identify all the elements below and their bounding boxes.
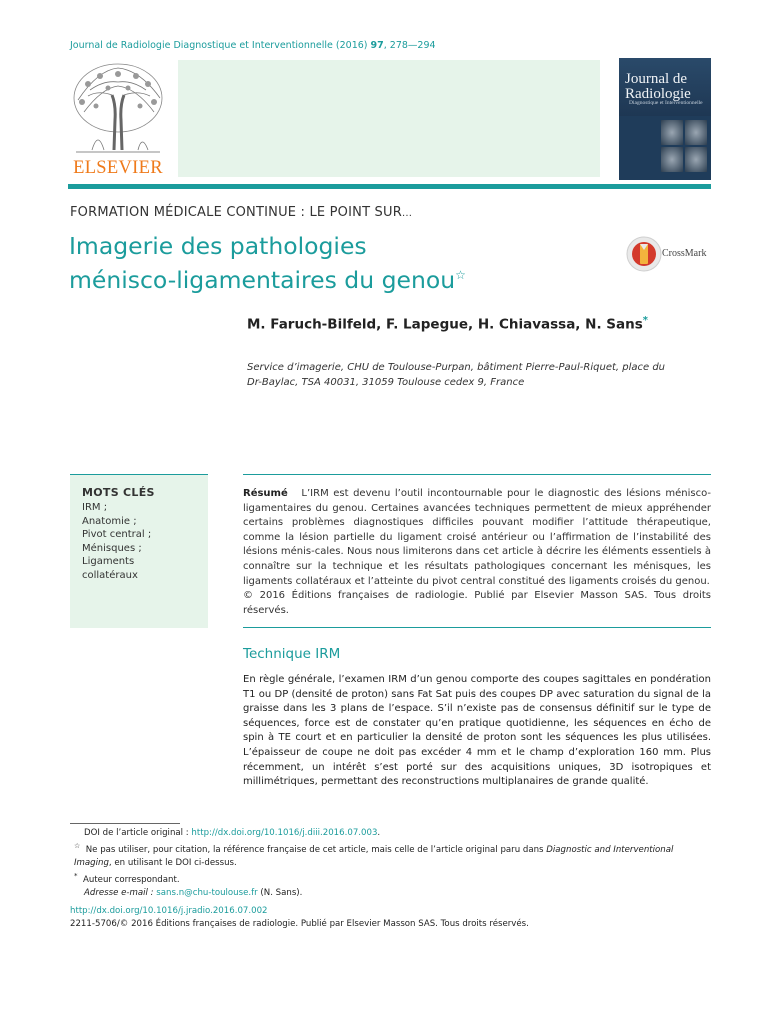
section-label: FORMATION MÉDICALE CONTINUE : LE POINT SUR... — [70, 205, 413, 220]
footnotes — [70, 827, 712, 900]
crossmark-button[interactable] — [626, 236, 716, 272]
journal-pages: , 278—294 — [383, 40, 436, 51]
journal-cover — [619, 58, 711, 180]
author-list: M. Faruch-Bilfeld, F. Lapegue, H. Chiavassa, N. Sans* — [247, 315, 648, 333]
issn-copyright: 2211-5706/© 2016 Éditions françaises de radiologie. Publié par Elsevier Masson SAS. Tous droits réservés. — [70, 919, 529, 929]
author-email-link[interactable]: sans.n@chu-toulouse.fr — [156, 887, 258, 898]
keyword-item: collatéraux — [82, 569, 138, 581]
technique-paragraph: En règle générale, l’examen IRM d’un genou comporte des coupes sagittales en pondération T1 ou DP (densité de proton) sans Fat Sat puis des coupes DP avec saturation du signal de la graisse dans les 3 plans de l’espace. S’il n’existe pas de consensus définitif sur le type de séquences, force est de constater qu’en pratique quotidienne, les séquences en écho de spin à TE court et en particulier la densité de proton sont les séquences les plus utilisées. L’épaisseur de coupe ne doit pas excéder 4 mm et le champ d’exploration 160 mm. Plus récemment, un intérêt s’est porté sur des acquisitions uniques, 3D isotropiques et millimétriques, permettant des reconstructions multiplanaires de grande qualité. — [243, 674, 711, 788]
keyword-item: IRM ; — [82, 502, 108, 513]
section-heading-technique: Technique IRM — [243, 646, 341, 662]
abstract-text: L’IRM est devenu l’outil incontournable pour le diagnostic des lésions ménisco-ligamentaires du genou. Certaines avancées techniques permettent de mieux appréhender certains problèmes diagnostiques difficiles pouvant modifier l’attitude thérapeutique, comme la lésion partielle du ligament croisé antérieur ou l’affirmation de l’instabilité des lésions ménis-cales. Nous nous limiterons dans cet article à décrire les éléments essentiels à connaître sur la technique et les résultats pathologiques concernant les ménisques, les ligaments collatéraux et l’atteinte du pivot central constitué des ligaments croisés du genou. — [243, 488, 711, 587]
elsevier-wordmark: ELSEVIER — [73, 158, 163, 178]
original-doi-link[interactable]: http://dx.doi.org/10.1016/j.diii.2016.07.003 — [191, 828, 378, 838]
abstract-rule-top — [243, 474, 711, 475]
cover-images — [661, 120, 707, 172]
header-banner — [178, 60, 600, 177]
keyword-item: Anatomie ; — [82, 515, 137, 527]
footnote-star-note: ☆ Ne pas utiliser, pour citation, la référence française de cet article, mais celle de l’article original paru dans Diagnostic and Interventional Imaging, en utilisant le DOI ci-dessus. — [74, 842, 674, 868]
footnote-rule — [70, 823, 180, 824]
elsevier-tree-icon — [68, 60, 168, 156]
keywords-box — [70, 475, 208, 628]
footnote-email: Adresse e-mail : sans.n@chu-toulouse.fr (N. Sans). — [84, 887, 303, 898]
title-footnote-star[interactable]: ☆ — [455, 268, 466, 282]
keywords-list — [82, 501, 202, 582]
abstract — [243, 487, 711, 618]
journal-name: Journal de Radiologie Diagnostique et Interventionnelle (2016) — [70, 40, 371, 51]
elsevier-logo — [68, 60, 168, 178]
keywords-title: MOTS CLÉS — [82, 486, 155, 499]
journal-citation — [70, 40, 436, 51]
abstract-copyright: © 2016 Éditions françaises de radiologie. Publié par Elsevier Masson SAS. Tous droits réservés. — [243, 590, 711, 616]
footnote-corresponding: * Auteur correspondant. — [74, 871, 180, 885]
header-divider — [68, 184, 711, 189]
article-doi-link[interactable]: http://dx.doi.org/10.1016/j.jradio.2016.07.002 — [70, 906, 268, 916]
keyword-item: Ménisques ; — [82, 542, 142, 554]
keyword-item: Pivot central ; — [82, 529, 152, 540]
corresponding-author-mark[interactable]: * — [642, 315, 648, 326]
title-line-2: ménisco-ligamentaires du genou — [69, 265, 456, 294]
journal-volume: 97 — [370, 40, 384, 51]
affiliation: Service d’imagerie, CHU de Toulouse-Purpan, bâtiment Pierre-Paul-Riquet, place du Dr-Baylac, TSA 40031, 31059 Toulouse cedex 9, France — [247, 362, 666, 388]
crossmark-label: CrossMark — [662, 248, 707, 259]
abstract-rule-bottom — [243, 627, 711, 628]
cover-subtitle: Diagnostique et Interventionnelle — [629, 100, 703, 106]
title-line-1: Imagerie des pathologies — [69, 232, 367, 260]
crossmark-icon — [626, 236, 662, 272]
cover-title: Journal de Radiologie — [625, 71, 691, 102]
footnote-doi: DOI de l’article original : http://dx.doi.org/10.1016/j.diii.2016.07.003. — [84, 828, 381, 838]
article-title — [69, 232, 589, 295]
article-bottom — [70, 905, 712, 931]
keyword-item: Ligaments — [82, 556, 135, 567]
abstract-label: Résumé — [243, 488, 288, 499]
